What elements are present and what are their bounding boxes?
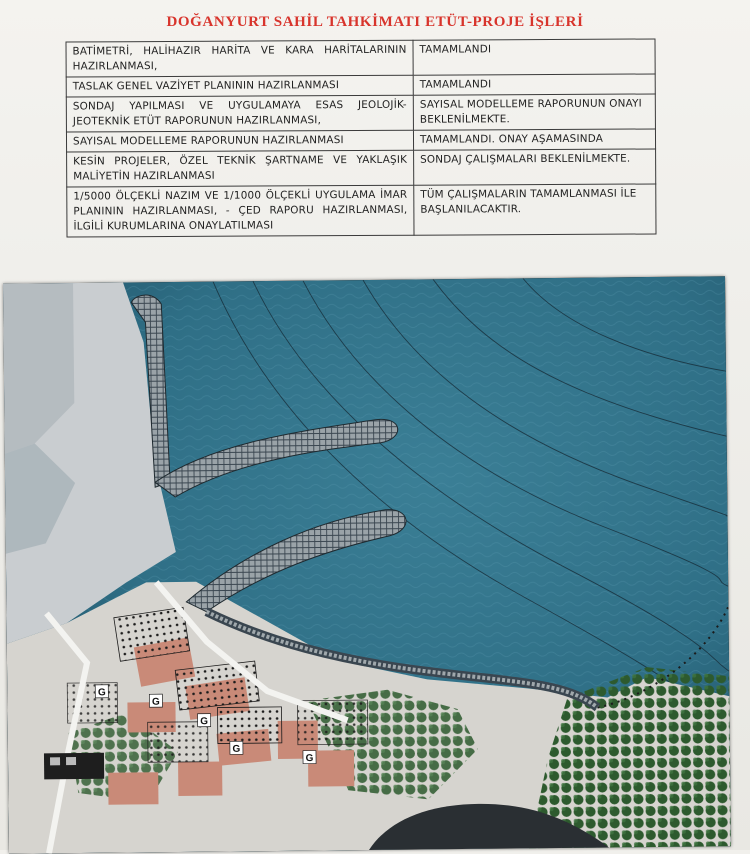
task-cell: SONDAJ YAPILMASI VE UYGULAMAYA ESAS JEOLOJİK-JEOTEKNİK ETÜT RAPORUNUN HAZIRLANMASI,	[66, 95, 413, 132]
table-row	[67, 184, 656, 237]
task-cell: 1/5000 ÖLÇEKLİ NAZIM VE 1/1000 ÖLÇEKLİ UYGULAMA İMAR PLANININ HAZIRLANMASI, - ÇED RAPORU HAZIRLANMASI, İLGİLİ KURUMLARINA ONAYLATILMASI	[67, 185, 414, 237]
plot-label: G	[232, 743, 241, 755]
structure-block	[44, 753, 104, 780]
task-cell: TASLAK GENEL VAZİYET PLANININ HAZIRLANMASI	[66, 75, 413, 97]
status-cell: TAMAMLANDI	[413, 74, 655, 95]
document-title: DOĞANYURT SAHİL TAHKİMATI ETÜT-PROJE İŞLERİ	[166, 14, 584, 30]
plot-label: G	[305, 753, 314, 765]
plot-label: G	[97, 687, 106, 699]
status-cell: SAYISAL MODELLEME RAPORUNUN ONAYI BEKLENİLMEKTE.	[413, 94, 655, 130]
structure-window	[66, 757, 76, 765]
status-cell: TAMAMLANDI	[413, 39, 655, 75]
structure-window	[50, 757, 60, 765]
status-cell: TAMAMLANDI. ONAY AŞAMASINDA	[413, 129, 655, 150]
status-cell: TÜM ÇALIŞMALARIN TAMAMLANMASI İLE BAŞLANILACAKTIR.	[414, 184, 656, 235]
site-plan-map	[3, 276, 731, 854]
table-row	[66, 94, 655, 132]
task-cell: BATİMETRİ, HALİHAZIR HARİTA VE KARA HARİTALARININ HAZIRLANMASI,	[66, 40, 413, 77]
plot-label: G	[151, 696, 160, 708]
task-cell: SAYISAL MODELLEME RAPORUNUN HAZIRLANMASI	[66, 130, 413, 152]
plot-label: G	[200, 716, 209, 728]
site-plan-svg	[3, 276, 731, 854]
table-row	[66, 39, 655, 77]
project-status-table	[65, 38, 656, 237]
table-row	[67, 149, 656, 187]
task-cell: KESİN PROJELER, ÖZEL TEKNİK ŞARTNAME VE YAKLAŞIK MALİYETİN HAZIRLANMASI	[67, 150, 414, 187]
status-cell: SONDAJ ÇALIŞMALARI BEKLENİLMEKTE.	[414, 149, 656, 185]
